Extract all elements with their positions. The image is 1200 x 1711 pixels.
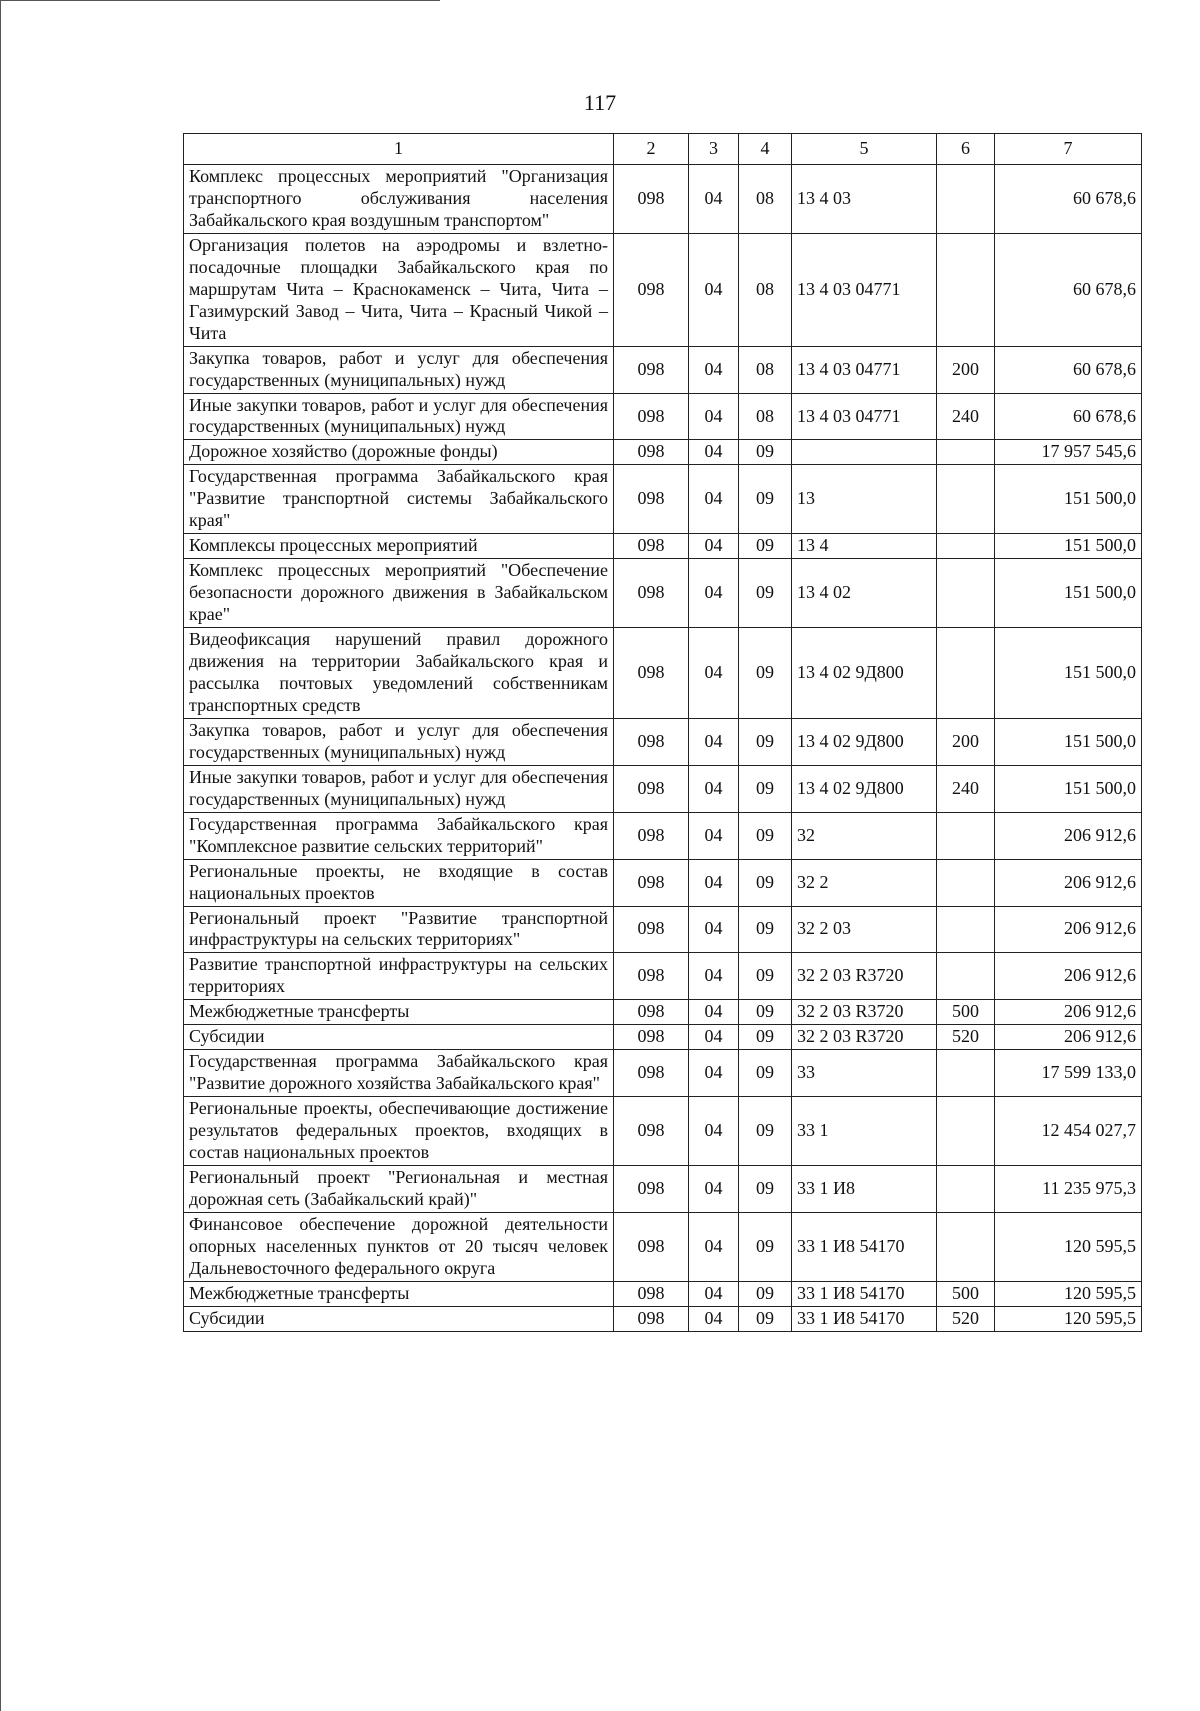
- subsection-code-cell: 09: [739, 465, 792, 534]
- item-name-cell: Организация полетов на аэродромы и взлетно-посадочные площадки Забайкальского края по маршрутам Чита – Краснокаменск – Чита, Чита – Газимурский Завод – Чита, Чита – Красный Чикой – Чита: [184, 233, 614, 346]
- department-code-cell: 098: [614, 1306, 689, 1331]
- target-item-code-cell: 32 2: [792, 859, 937, 906]
- expense-type-code-cell: 200: [937, 346, 995, 393]
- header-cell: 2: [614, 134, 689, 165]
- section-code-cell: 04: [689, 1025, 739, 1050]
- target-item-code-cell: 33 1 И8 54170: [792, 1281, 937, 1306]
- target-item-code-cell: 32: [792, 812, 937, 859]
- table-row: [184, 393, 1142, 440]
- subsection-code-cell: 09: [739, 1165, 792, 1212]
- subsection-code-cell: 09: [739, 1306, 792, 1331]
- section-code-cell: 04: [689, 1165, 739, 1212]
- header-cell: 4: [739, 134, 792, 165]
- department-code-cell: 098: [614, 559, 689, 628]
- item-name-cell: Региональные проекты, не входящие в состав национальных проектов: [184, 859, 614, 906]
- department-code-cell: 098: [614, 233, 689, 346]
- amount-cell: 151 500,0: [995, 534, 1142, 559]
- table-row: [184, 1281, 1142, 1306]
- table-row: [184, 812, 1142, 859]
- subsection-code-cell: 09: [739, 440, 792, 465]
- expense-type-code-cell: [937, 1097, 995, 1166]
- section-code-cell: 04: [689, 765, 739, 812]
- subsection-code-cell: 09: [739, 765, 792, 812]
- department-code-cell: 098: [614, 906, 689, 953]
- subsection-code-cell: 09: [739, 953, 792, 1000]
- subsection-code-cell: 09: [739, 906, 792, 953]
- amount-cell: 17 599 133,0: [995, 1050, 1142, 1097]
- target-item-code-cell: 13 4 03 04771: [792, 346, 937, 393]
- department-code-cell: 098: [614, 393, 689, 440]
- expense-type-code-cell: 500: [937, 1281, 995, 1306]
- subsection-code-cell: 09: [739, 1281, 792, 1306]
- table-row: [184, 1165, 1142, 1212]
- section-code-cell: 04: [689, 718, 739, 765]
- amount-cell: 60 678,6: [995, 165, 1142, 234]
- amount-cell: 11 235 975,3: [995, 1165, 1142, 1212]
- target-item-code-cell: 13 4: [792, 534, 937, 559]
- section-code-cell: 04: [689, 628, 739, 719]
- subsection-code-cell: 08: [739, 346, 792, 393]
- section-code-cell: 04: [689, 465, 739, 534]
- department-code-cell: 098: [614, 1000, 689, 1025]
- section-code-cell: 04: [689, 393, 739, 440]
- table-row: [184, 628, 1142, 719]
- table-row: [184, 765, 1142, 812]
- item-name-cell: Региональные проекты, обеспечивающие достижение результатов федеральных проектов, входящих в состав национальных проектов: [184, 1097, 614, 1166]
- item-name-cell: Межбюджетные трансферты: [184, 1281, 614, 1306]
- subsection-code-cell: 09: [739, 1097, 792, 1166]
- item-name-cell: Финансовое обеспечение дорожной деятельности опорных населенных пунктов от 20 тысяч человек Дальневосточного федерального округа: [184, 1212, 614, 1281]
- expense-type-code-cell: [937, 1050, 995, 1097]
- section-code-cell: 04: [689, 812, 739, 859]
- expense-type-code-cell: [937, 1212, 995, 1281]
- target-item-code-cell: 32 2 03: [792, 906, 937, 953]
- table-row: [184, 534, 1142, 559]
- target-item-code-cell: [792, 440, 937, 465]
- expense-type-code-cell: [937, 906, 995, 953]
- expense-type-code-cell: 240: [937, 393, 995, 440]
- section-code-cell: 04: [689, 534, 739, 559]
- section-code-cell: 04: [689, 953, 739, 1000]
- subsection-code-cell: 09: [739, 1000, 792, 1025]
- section-code-cell: 04: [689, 1050, 739, 1097]
- table-row: [184, 165, 1142, 234]
- amount-cell: 120 595,5: [995, 1281, 1142, 1306]
- table-row: [184, 718, 1142, 765]
- target-item-code-cell: 33 1 И8 54170: [792, 1306, 937, 1331]
- subsection-code-cell: 09: [739, 1025, 792, 1050]
- amount-cell: 206 912,6: [995, 859, 1142, 906]
- amount-cell: 151 500,0: [995, 765, 1142, 812]
- department-code-cell: 098: [614, 1212, 689, 1281]
- item-name-cell: Развитие транспортной инфраструктуры на сельских территориях: [184, 953, 614, 1000]
- item-name-cell: Межбюджетные трансферты: [184, 1000, 614, 1025]
- section-code-cell: 04: [689, 165, 739, 234]
- department-code-cell: 098: [614, 165, 689, 234]
- expense-type-code-cell: [937, 628, 995, 719]
- item-name-cell: Комплексы процессных мероприятий: [184, 534, 614, 559]
- subsection-code-cell: 09: [739, 628, 792, 719]
- target-item-code-cell: 32 2 03 R3720: [792, 1000, 937, 1025]
- item-name-cell: Субсидии: [184, 1306, 614, 1331]
- expense-type-code-cell: 200: [937, 718, 995, 765]
- target-item-code-cell: 13 4 03 04771: [792, 393, 937, 440]
- table-row: [184, 1212, 1142, 1281]
- department-code-cell: 098: [614, 440, 689, 465]
- department-code-cell: 098: [614, 534, 689, 559]
- expense-type-code-cell: 240: [937, 765, 995, 812]
- section-code-cell: 04: [689, 859, 739, 906]
- target-item-code-cell: 13 4 02 9Д800: [792, 628, 937, 719]
- department-code-cell: 098: [614, 812, 689, 859]
- page-number: 117: [583, 90, 617, 115]
- subsection-code-cell: 08: [739, 165, 792, 234]
- section-code-cell: 04: [689, 1212, 739, 1281]
- expense-type-code-cell: [937, 559, 995, 628]
- department-code-cell: 098: [614, 953, 689, 1000]
- item-name-cell: Иные закупки товаров, работ и услуг для обеспечения государственных (муниципальных) нужд: [184, 765, 614, 812]
- department-code-cell: 098: [614, 1050, 689, 1097]
- amount-cell: 60 678,6: [995, 346, 1142, 393]
- department-code-cell: 098: [614, 718, 689, 765]
- item-name-cell: Государственная программа Забайкальского края "Комплексное развитие сельских территорий": [184, 812, 614, 859]
- amount-cell: 151 500,0: [995, 628, 1142, 719]
- table-row: [184, 1025, 1142, 1050]
- expense-type-code-cell: [937, 165, 995, 234]
- expense-type-code-cell: [937, 812, 995, 859]
- scan-edge-top: [0, 0, 440, 1]
- section-code-cell: 04: [689, 1000, 739, 1025]
- amount-cell: 151 500,0: [995, 465, 1142, 534]
- item-name-cell: Дорожное хозяйство (дорожные фонды): [184, 440, 614, 465]
- expense-type-code-cell: 520: [937, 1025, 995, 1050]
- section-code-cell: 04: [689, 233, 739, 346]
- subsection-code-cell: 09: [739, 859, 792, 906]
- header-cell: 5: [792, 134, 937, 165]
- target-item-code-cell: 33 1: [792, 1097, 937, 1166]
- item-name-cell: Региональный проект "Региональная и местная дорожная сеть (Забайкальский край)": [184, 1165, 614, 1212]
- amount-cell: 151 500,0: [995, 559, 1142, 628]
- expense-type-code-cell: [937, 859, 995, 906]
- subsection-code-cell: 09: [739, 1050, 792, 1097]
- target-item-code-cell: 13 4 03 04771: [792, 233, 937, 346]
- section-code-cell: 04: [689, 1306, 739, 1331]
- department-code-cell: 098: [614, 465, 689, 534]
- table-row: [184, 559, 1142, 628]
- table-row: [184, 906, 1142, 953]
- item-name-cell: Региональный проект "Развитие транспортной инфраструктуры на сельских территориях": [184, 906, 614, 953]
- section-code-cell: 04: [689, 906, 739, 953]
- table-row: [184, 440, 1142, 465]
- budget-table: [183, 133, 1142, 1332]
- header-cell: 1: [184, 134, 614, 165]
- item-name-cell: Государственная программа Забайкальского края "Развитие транспортной системы Забайкальского края": [184, 465, 614, 534]
- table-row: [184, 233, 1142, 346]
- section-code-cell: 04: [689, 1281, 739, 1306]
- scan-edge-left: [0, 0, 1, 1711]
- item-name-cell: Видеофиксация нарушений правил дорожного движения на территории Забайкальского края и рассылка почтовых уведомлений собственникам транспортных средств: [184, 628, 614, 719]
- target-item-code-cell: 13 4 02 9Д800: [792, 718, 937, 765]
- amount-cell: 206 912,6: [995, 1025, 1142, 1050]
- section-code-cell: 04: [689, 559, 739, 628]
- target-item-code-cell: 33 1 И8: [792, 1165, 937, 1212]
- target-item-code-cell: 13 4 03: [792, 165, 937, 234]
- header-cell: 7: [995, 134, 1142, 165]
- table-row: [184, 859, 1142, 906]
- table-row: [184, 1000, 1142, 1025]
- item-name-cell: Закупка товаров, работ и услуг для обеспечения государственных (муниципальных) нужд: [184, 346, 614, 393]
- expense-type-code-cell: [937, 440, 995, 465]
- expense-type-code-cell: [937, 1165, 995, 1212]
- header-cell: 3: [689, 134, 739, 165]
- expense-type-code-cell: 520: [937, 1306, 995, 1331]
- amount-cell: 12 454 027,7: [995, 1097, 1142, 1166]
- target-item-code-cell: 32 2 03 R3720: [792, 953, 937, 1000]
- expense-type-code-cell: [937, 233, 995, 346]
- department-code-cell: 098: [614, 628, 689, 719]
- amount-cell: 206 912,6: [995, 812, 1142, 859]
- table-row: [184, 1097, 1142, 1166]
- table-row: [184, 1050, 1142, 1097]
- target-item-code-cell: 13: [792, 465, 937, 534]
- expense-type-code-cell: [937, 465, 995, 534]
- item-name-cell: Закупка товаров, работ и услуг для обеспечения государственных (муниципальных) нужд: [184, 718, 614, 765]
- subsection-code-cell: 09: [739, 1212, 792, 1281]
- amount-cell: 60 678,6: [995, 393, 1142, 440]
- item-name-cell: Субсидии: [184, 1025, 614, 1050]
- subsection-code-cell: 08: [739, 393, 792, 440]
- amount-cell: 206 912,6: [995, 906, 1142, 953]
- target-item-code-cell: 13 4 02 9Д800: [792, 765, 937, 812]
- amount-cell: 206 912,6: [995, 953, 1142, 1000]
- item-name-cell: Государственная программа Забайкальского края "Развитие дорожного хозяйства Забайкальского края": [184, 1050, 614, 1097]
- department-code-cell: 098: [614, 859, 689, 906]
- item-name-cell: Комплекс процессных мероприятий "Обеспечение безопасности дорожного движения в Забайкальском крае": [184, 559, 614, 628]
- department-code-cell: 098: [614, 1097, 689, 1166]
- header-cell: 6: [937, 134, 995, 165]
- department-code-cell: 098: [614, 765, 689, 812]
- item-name-cell: Иные закупки товаров, работ и услуг для обеспечения государственных (муниципальных) нужд: [184, 393, 614, 440]
- department-code-cell: 098: [614, 346, 689, 393]
- table-row: [184, 465, 1142, 534]
- expense-type-code-cell: [937, 953, 995, 1000]
- subsection-code-cell: 09: [739, 534, 792, 559]
- expense-type-code-cell: 500: [937, 1000, 995, 1025]
- expense-type-code-cell: [937, 534, 995, 559]
- target-item-code-cell: 32 2 03 R3720: [792, 1025, 937, 1050]
- section-code-cell: 04: [689, 1097, 739, 1166]
- item-name-cell: Комплекс процессных мероприятий "Организация транспортного обслуживания населения Забайкальского края воздушным транспортом": [184, 165, 614, 234]
- amount-cell: 17 957 545,6: [995, 440, 1142, 465]
- department-code-cell: 098: [614, 1281, 689, 1306]
- subsection-code-cell: 09: [739, 812, 792, 859]
- target-item-code-cell: 33: [792, 1050, 937, 1097]
- subsection-code-cell: 09: [739, 559, 792, 628]
- subsection-code-cell: 09: [739, 718, 792, 765]
- table-row: [184, 1306, 1142, 1331]
- section-code-cell: 04: [689, 440, 739, 465]
- department-code-cell: 098: [614, 1165, 689, 1212]
- amount-cell: 60 678,6: [995, 233, 1142, 346]
- section-code-cell: 04: [689, 346, 739, 393]
- amount-cell: 151 500,0: [995, 718, 1142, 765]
- amount-cell: 120 595,5: [995, 1306, 1142, 1331]
- table-row: [184, 953, 1142, 1000]
- subsection-code-cell: 08: [739, 233, 792, 346]
- department-code-cell: 098: [614, 1025, 689, 1050]
- header-row: [184, 134, 1142, 165]
- target-item-code-cell: 33 1 И8 54170: [792, 1212, 937, 1281]
- amount-cell: 120 595,5: [995, 1212, 1142, 1281]
- amount-cell: 206 912,6: [995, 1000, 1142, 1025]
- table-body: [184, 165, 1142, 1332]
- target-item-code-cell: 13 4 02: [792, 559, 937, 628]
- table-row: [184, 346, 1142, 393]
